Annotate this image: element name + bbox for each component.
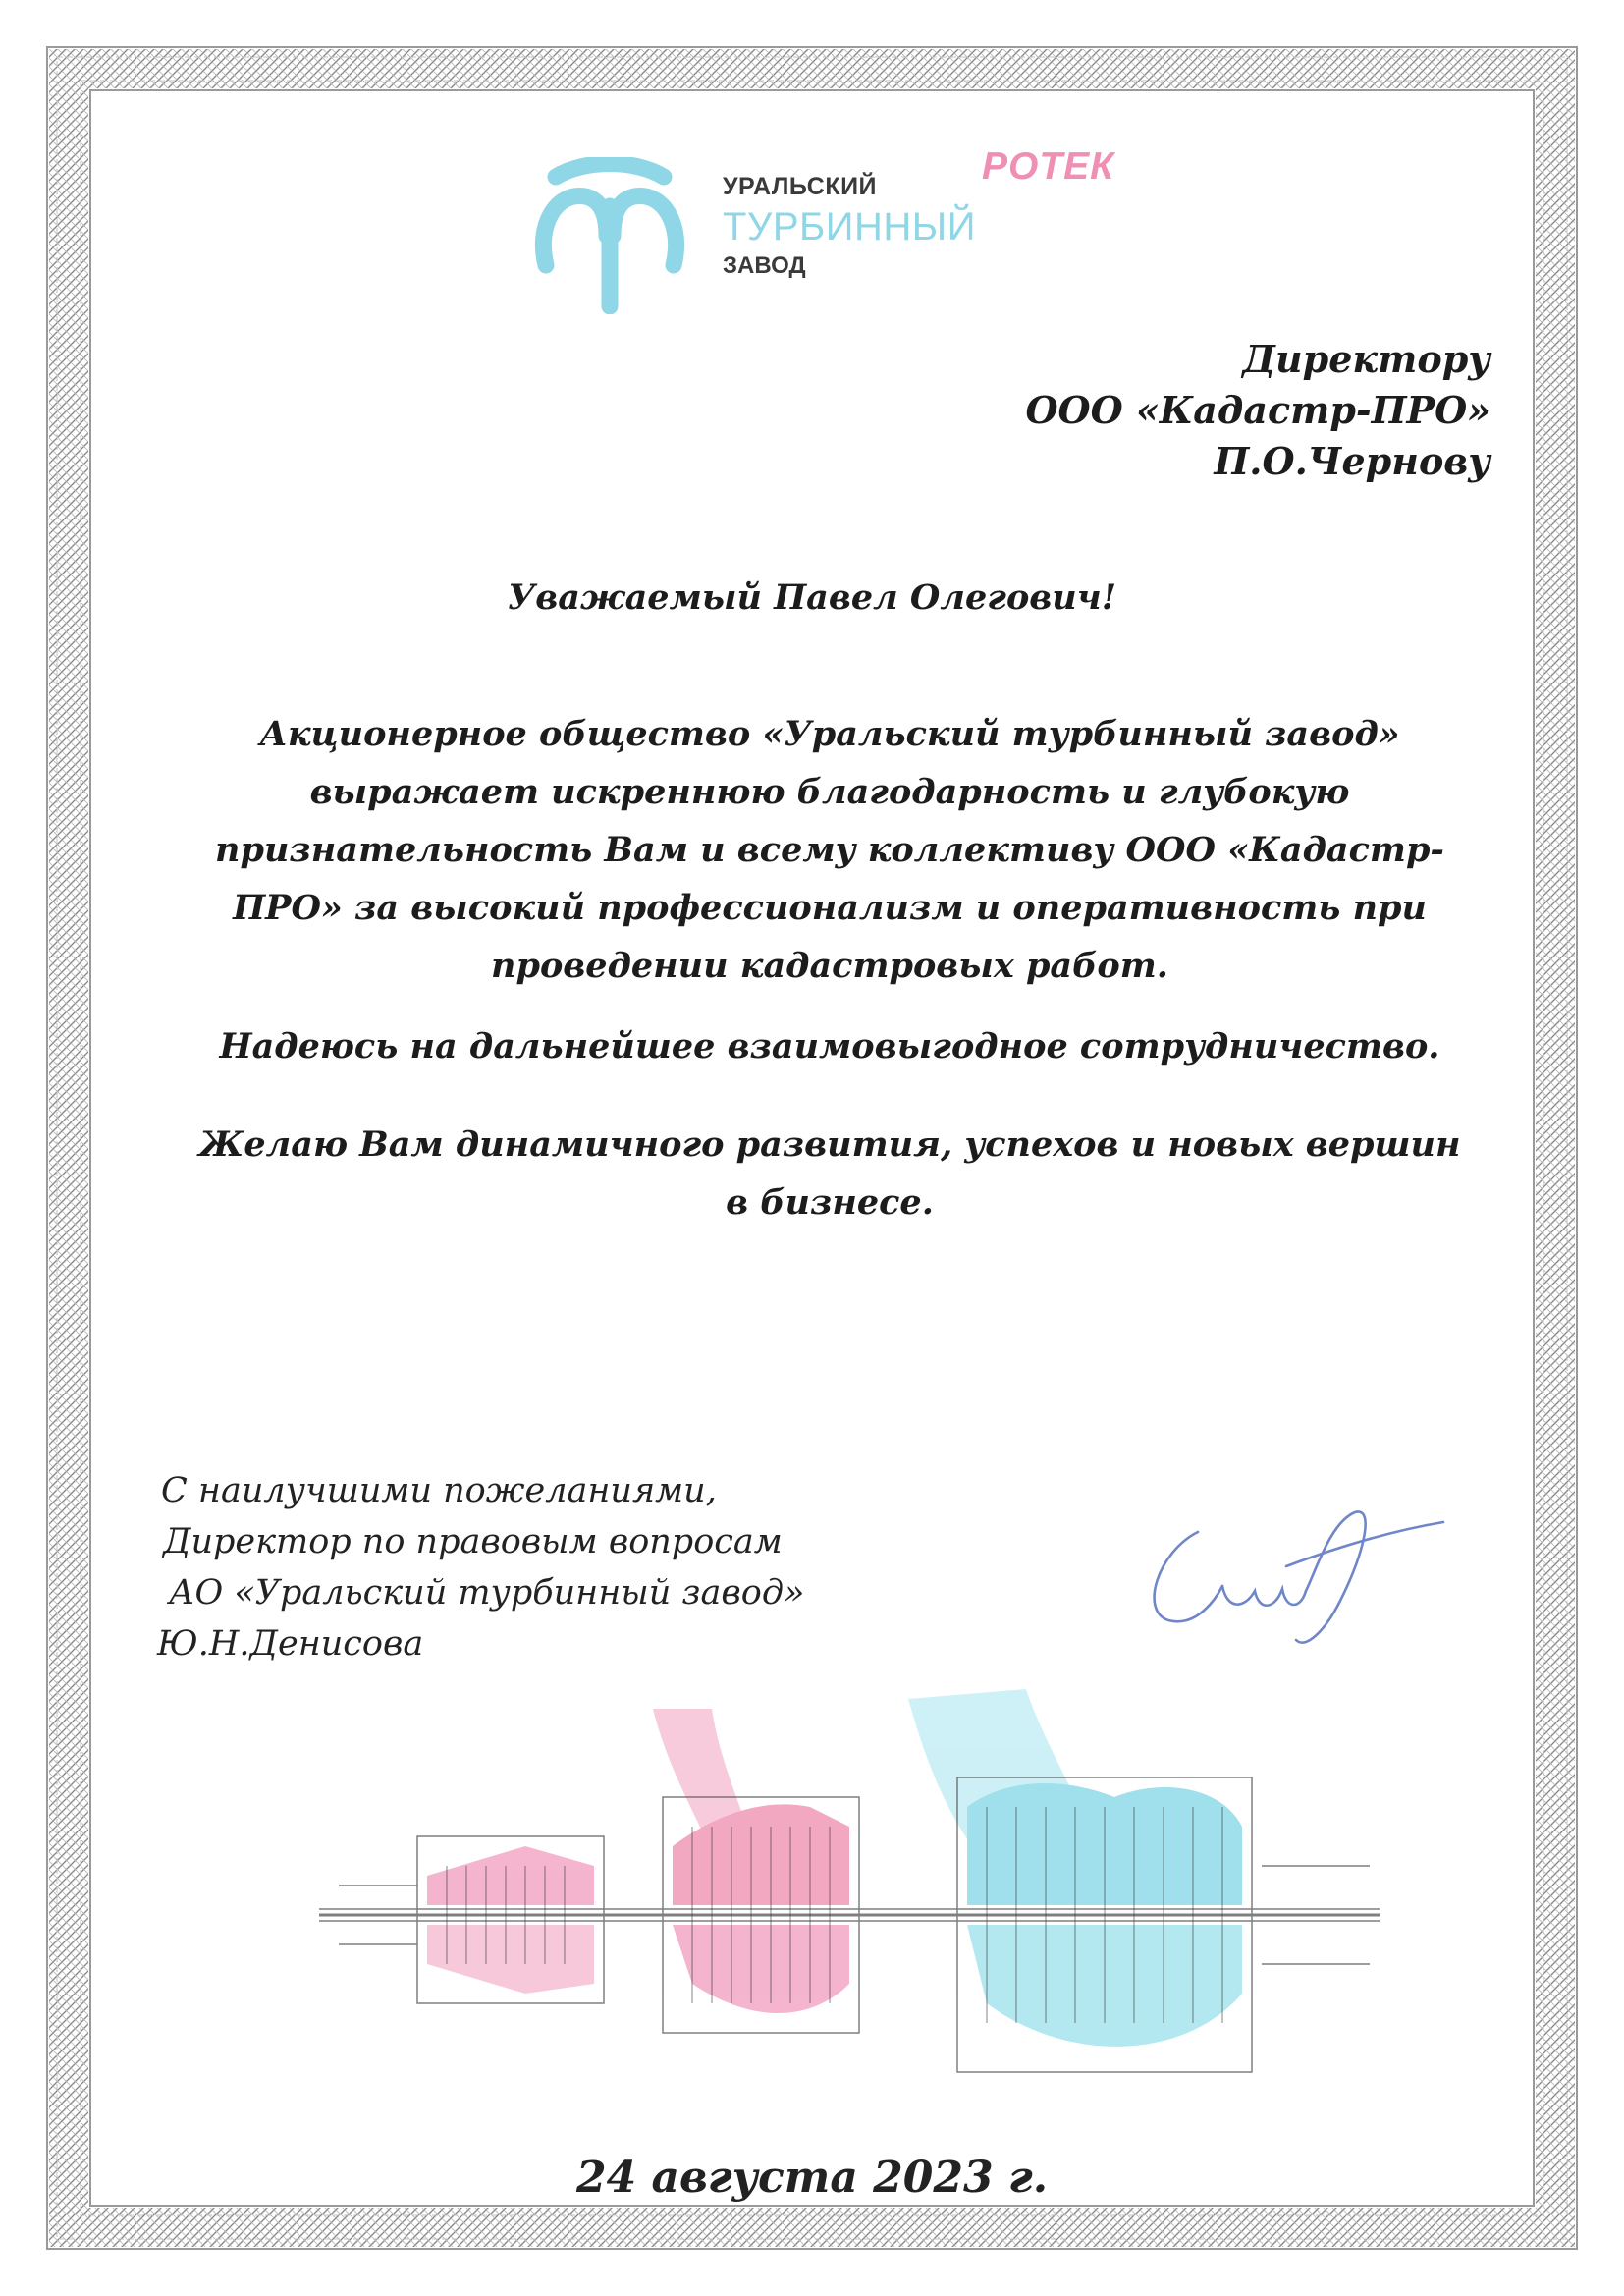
paragraph-line: в бизнесе. [726,1182,934,1223]
salutation: Уважаемый Павел Олегович! [507,577,1117,618]
paragraph-line: Желаю Вам динамичного развития, успехов и новых вершин [198,1124,1461,1165]
signer-position: Директор по правовым вопросам [163,1522,783,1561]
wishes-paragraph [177,1116,1483,1231]
logo-line-2: ТУРБИННЫЙ [723,205,976,248]
signer-name: Ю.Н.Денисова [157,1624,424,1664]
paragraph-line: выражает искреннюю благодарность и глубокую [309,772,1350,812]
paragraph-line: признательность Вам и всему коллективу ООО «Кадастр- [215,830,1444,870]
company-logo-text [723,175,976,278]
addressee-company: ООО «Кадастр-ПРО» [1025,388,1490,432]
closing-regards: С наилучшими пожеланиями, [161,1471,717,1510]
addressee-title: Директору [1242,337,1490,381]
cooperation-paragraph: Надеюсь на дальнейшее взаимовыгодное сотрудничество. [219,1026,1440,1066]
logo-line-3: ЗАВОД [723,252,806,279]
handwritten-signature-icon [1129,1493,1453,1660]
paragraph-line: проведении кадастровых работ. [491,946,1168,986]
steam-turbine-cross-section-icon [299,1669,1399,2121]
addressee-name: П.О.Чернову [1214,439,1490,483]
closing-block [157,1465,804,1669]
addressee-block [1025,334,1490,487]
gratitude-paragraph [177,705,1483,995]
signer-company: АО «Уральский турбинный завод» [169,1573,805,1613]
paragraph-line: Акционерное общество «Уральский турбинный завод» [259,714,1400,754]
logo-line-1: УРАЛЬСКИЙ [723,173,878,200]
utz-emblem-icon [526,157,693,314]
paragraph-line: ПРО» за высокий профессионализм и оперативность при [233,888,1427,928]
partner-logo: РОТЕК [982,145,1115,188]
letter-date: 24 августа 2023 г. [575,2153,1049,2203]
